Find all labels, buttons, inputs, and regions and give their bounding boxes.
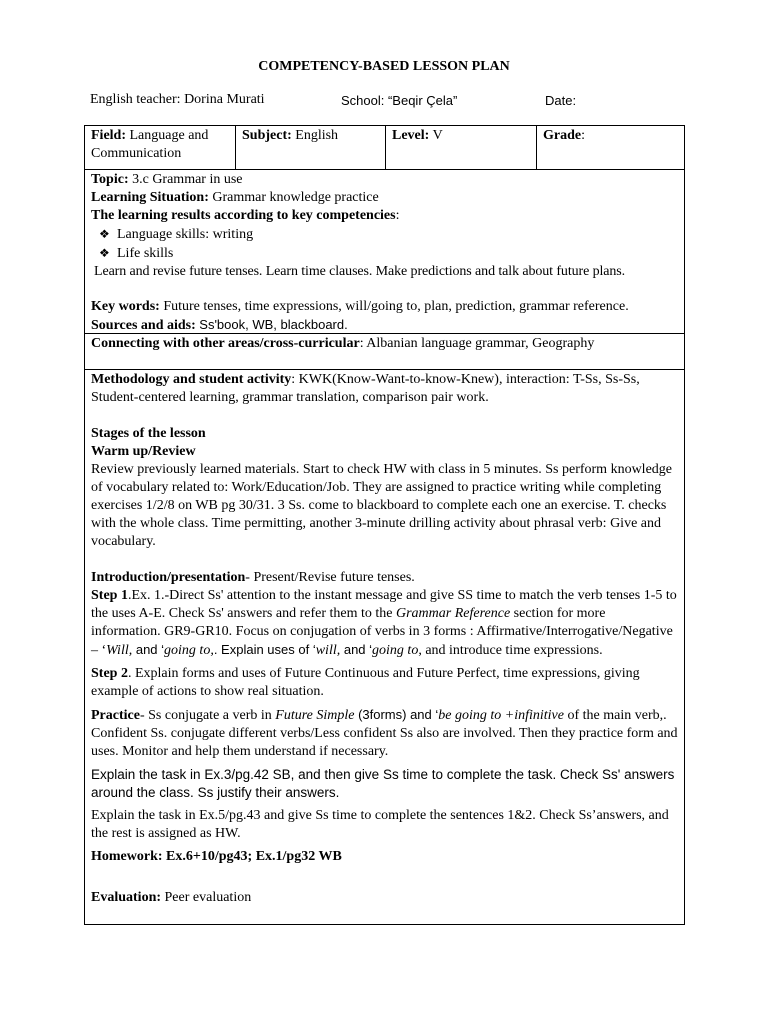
warmup-heading: Warm up/Review (91, 444, 196, 459)
keywords-value: Future tenses, time expressions, will/going to, plan, prediction, grammar reference. (163, 299, 629, 314)
connecting-label: Connecting with other areas/cross-curricular (91, 336, 360, 351)
step1-label: Step 1 (91, 588, 128, 603)
field-label: Field: (91, 128, 126, 143)
methodology-value: : KWK(Know-Want-to-know-Knew), interaction: T-Ss, Ss-Ss, Student-centered learning, grammar translation, comparison pair work. (91, 372, 640, 405)
evaluation-label: Evaluation: (91, 890, 162, 905)
evaluation-value: Peer evaluation (164, 890, 252, 905)
keywords-label: Key words: (91, 299, 160, 314)
stages-heading: Stages of the lesson (91, 426, 206, 441)
teacher-name: English teacher: Dorina Murati (90, 92, 265, 107)
practice-paragraph (91, 706, 678, 761)
bullet-item (91, 244, 678, 263)
bullet-text: Language skills: writing (117, 227, 254, 242)
intro-label: Introduction/presentation (91, 570, 246, 585)
level-label: Level: (392, 128, 430, 143)
future-simple-text: Future Simple (275, 708, 355, 723)
connecting-block (91, 335, 678, 353)
school-name: School: “Beqir Çela” (341, 93, 458, 108)
be-going-to-text: be going to +infinitive (438, 708, 564, 723)
situation-label: Learning Situation: (91, 190, 209, 205)
warmup-text: Review previously learned materials. Start to check HW with class in 5 minutes. Ss perform knowledge of vocabulary related to: Work/Education/Job. They are assigned to practice writing while completing exercises 1/2/8 on WB pg 30/31. 3 Ss. come to blackboard to complete each one an exercise. T. checks with the whole class. Time permitting, another 3-minute drilling activity about phrasal verb: Give and vocabulary. (91, 462, 672, 549)
grammar-reference-text: Grammar Reference (396, 606, 511, 621)
will-text: Will, (106, 643, 133, 658)
step1-text: . Explain uses of ‘ (213, 642, 316, 657)
grade-value: : (581, 128, 585, 143)
sources-label: Sources and aids: (91, 318, 196, 333)
homework-text: Homework: Ex.6+10/pg43; Ex.1/pg32 WB (91, 849, 342, 864)
step2-label: Step 2 (91, 666, 128, 681)
bullet-item (91, 225, 678, 244)
connecting-row (85, 334, 684, 370)
methodology-block (91, 370, 678, 907)
field-value: Language and Communication (91, 128, 209, 161)
situation-value: Grammar knowledge practice (212, 190, 379, 205)
practice-label: Practice (91, 708, 140, 723)
page-title: COMPETENCY-BASED LESSON PLAN (258, 59, 510, 74)
level-cell (385, 126, 536, 169)
going-to-text: going to (372, 643, 419, 658)
lesson-plan-table (84, 125, 685, 925)
step2-paragraph (91, 665, 678, 701)
subject-label: Subject: (242, 128, 292, 143)
grade-label: Grade (543, 128, 582, 143)
step1-text: and ‘ (340, 642, 373, 657)
info-row (85, 126, 684, 170)
intro-value: - Present/Revise future tenses. (245, 570, 415, 585)
sources-value: Ss'book, WB, blackboard. (199, 317, 348, 332)
step1-text: section for more information. GR9-GR10. Focus on conjugation of verbs in 3 forms : Affirmative/Interrogative/Negative – ‘ (91, 606, 673, 658)
step2-text: . Explain forms and uses of Future Continuous and Future Perfect, time expressions, giving example of actions to show real situation. (91, 666, 640, 699)
methodology-section (85, 370, 684, 924)
task5-paragraph: Explain the task in Ex.5/pg.43 and give Ss time to complete the sentences 1&2. Check Ss’answers, and the rest is assigned as HW. (91, 808, 669, 841)
step1-text: .Ex. 1.-Direct Ss' attention to the instant message and give SS time to match the verb tenses 1-5 to the uses A-E. Check Ss' answers and refer them to the (91, 588, 677, 621)
methodology-label: Methodology and student activity (91, 372, 292, 387)
results-label: The learning results according to key competencies (91, 208, 396, 223)
practice-text: of the main verb,. Confident Ss. conjugate different verbs/Less confident Ss also are involved. Then they practice form and uses. Monitor and help them understand if necessary. (91, 708, 678, 759)
will-text: will, (315, 643, 341, 658)
field-cell (85, 126, 235, 169)
bullet-text: Life skills (117, 246, 174, 261)
connecting-value: : Albanian language grammar, Geography (359, 336, 595, 351)
topic-block (91, 171, 678, 335)
step1-text: , and introduce time expressions. (418, 643, 603, 658)
step1-text: and ‘ (132, 642, 165, 657)
practice-text: (3forms) and ‘ (354, 707, 439, 722)
results-text: Learn and revise future tenses. Learn time clauses. Make predictions and talk about future plans. (94, 264, 626, 279)
subject-value: English (295, 128, 339, 143)
going-to-text: going to, (164, 643, 214, 658)
step1-paragraph (91, 587, 678, 660)
results-colon: : (395, 208, 400, 223)
task3-paragraph: Explain the task in Ex.3/pg.42 SB, and then give Ss time to complete the task. Check Ss' answers around the class. Ss justify their answers. (91, 767, 675, 800)
diamond-bullet-icon: ❖ (99, 227, 110, 241)
practice-text: - Ss conjugate a verb in (139, 708, 276, 723)
topic-label: Topic: (91, 172, 129, 187)
diamond-bullet-icon: ❖ (99, 246, 110, 260)
grade-cell (536, 126, 684, 169)
date-label: Date: (545, 93, 577, 108)
topic-value: 3.c Grammar in use (132, 172, 243, 187)
topic-row (85, 170, 684, 334)
subject-cell (235, 126, 385, 169)
level-value: V (432, 128, 443, 143)
